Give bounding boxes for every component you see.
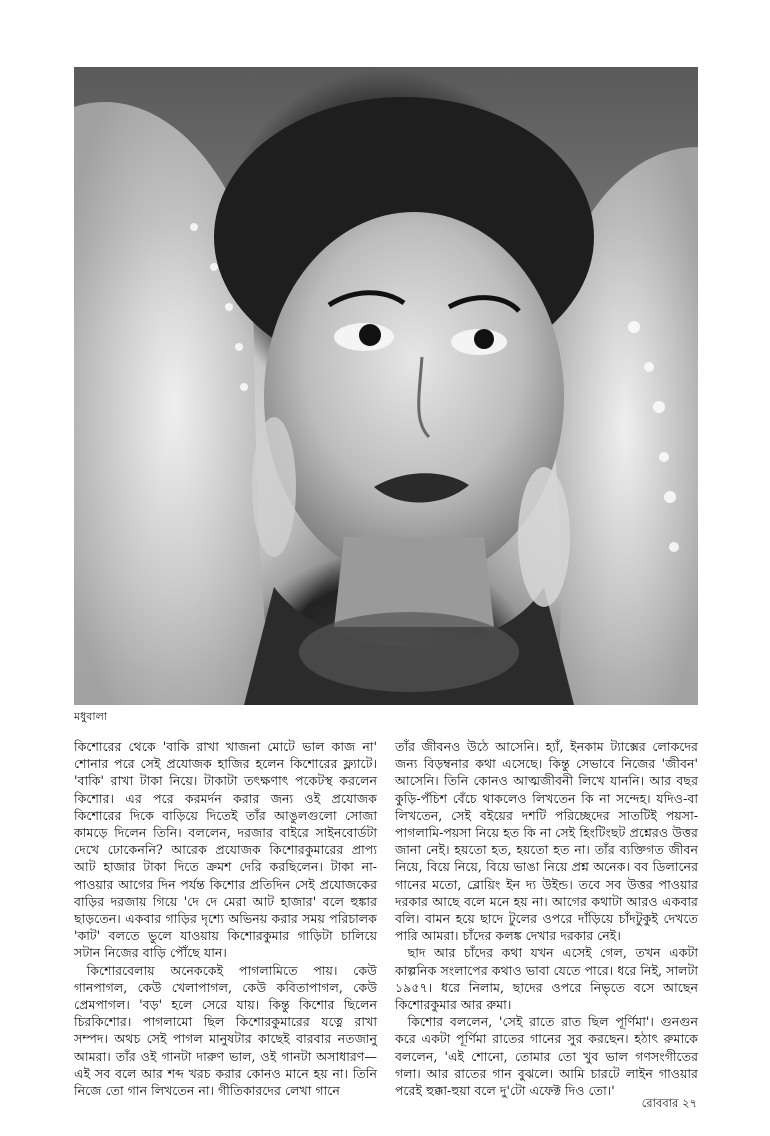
portrait-photo — [74, 67, 698, 705]
article-column-left — [74, 738, 377, 1099]
paragraph: তাঁর জীবনও উঠে আসেনি। হ্যাঁ, ইনকাম ট্যাক্সের লোকদের জন্য বিড়ম্বনার কথা এসেছে। কিন্তু সেভাবে নিজের 'জীবন' আসেনি। তিনি কোনও আত্মজীবনী লিখে যাননি। আর বছর কুড়ি-পঁচিশ বেঁচে থাকলেও লিখতেন কি না সন্দেহ। যদিও-বা লিখতেন, সেই বইয়ের দশটি পরিচ্ছেদের সাতটিই পয়সা-পাগলামি-পয়সা নিয়ে হত কি না সেই হিংটিংছট প্রশ্নেরও উত্তর জানা নেই। হয়তো হত, হয়তো হত না। তাঁর ব্যক্তিগত জীবন নিয়ে, বিয়ে নিয়ে, বিয়ে ভাঙা নিয়ে প্রশ্ন অনেক। বব ডিলানের গানের মতো, ব্লোয়িং ইন দ্য উইন্ড। তবে সব উত্তর পাওয়ার দরকার আছে বলে মনে হয় না। আগের কথাটা আরও একবার বলি। বামন হয়ে ছাদে টুলের ওপরে দাঁড়িয়ে চাঁদটুকুই দেখতে পারি আমরা। চাঁদের কলঙ্ক দেখার দরকার নেই। — [395, 739, 698, 944]
paragraph: কিশোরবেলায় অনেককেই পাগলামিতে পায়। কেউ গানপাগল, কেউ খেলাপাগল, কেউ কবিতাপাগল, কেউ প্রেমপাগল। 'বড়' হলে সেরে যায়। কিন্তু কিশোর ছিলেন চিরকিশোর। পাগলামো ছিল কিশোরকুমারের যত্নে রাখা সম্পদ। অথচ সেই পাগল মানুষটার কাছেই বারবার নতজানু আমরা। তাঁর ওই গানটা দারুণ ভাল, ওই গানটা অসাধারণ—এই সব বলে আর শব্দ খরচ করার কোনও মানে হয় না। তিনি নিজে তো গান লিখতেন না। গীতিকারদের লেখা গানে — [74, 962, 377, 1099]
page-folio: রোববার ২৭ — [641, 1096, 697, 1110]
paragraph: ছাদ আর চাঁদের কথা যখন এসেই গেল, তখন একটা কাল্পনিক সংলাপের কথাও ভাবা যেতে পারে। ধরে নিই, সালটা ১৯৫৭। ধরে নিলাম, ছাদের ওপরে নিভৃতে বসে আছেন কিশোরকুমার আর রুমা। — [395, 945, 698, 1013]
paragraph: কিশোর বললেন, 'সেই রাতে রাত ছিল পূর্ণিমা'। গুনগুন করে একটা পূর্ণিমা রাতের গানের সুর করছেন। হঠাৎ রুমাকে বললেন, 'এই শোনো, তোমার তো খুব ভাল গণসংগীতের গলা। আর রাতের গান বুঝলে। আমি চারটে লাইন গাওয়ার পরেই হুক্কা-হুয়া বলে দু'টো এফেক্ট দিও তো।' — [395, 1014, 698, 1099]
article-column-right — [395, 738, 698, 1099]
portrait-illustration — [74, 67, 698, 705]
photo-caption: মধুবালা — [74, 710, 107, 723]
paragraph: কিশোরের থেকে 'বাকি রাখা খাজনা মোটে ভাল কাজ না' শোনার পরে সেই প্রযোজক হাজির হলেন কিশোরের ফ্ল্যাটে। 'বাকি' রাখা টাকা নিয়ে। টাকাটা তৎক্ষণাৎ পকেটস্থ করলেন কিশোর। এর পরে করমর্দন করার জন্য ওই প্রযোজক কিশোরের দিকে বাড়িয়ে দিতেই তাঁর আঙুলগুলো সোজা কামড়ে দিলেন তিনি। বললেন, দরজার বাইরে সাইনবোর্ডটা দেখে ঢোকেননি? আরেক প্রযোজক কিশোরকুমারের প্রাপ্য আট হাজার টাকা দিতে ক্রমশ দেরি করছিলেন। টাকা না-পাওয়ার আগের দিন পর্যন্ত কিশোর প্রতিদিন সেই প্রযোজকের বাড়ির দরজায় গিয়ে 'দে দে মেরা আট হাজার' বলে হুঙ্কার ছাড়তেন। একবার গাড়ির দৃশ্যে অভিনয় করার সময় পরিচালক 'কাট' বলতে ভুলে যাওয়ায় কিশোরকুমার গাড়িটা চালিয়ে সটান নিজের বাড়ি পৌঁছে যান। — [74, 739, 377, 961]
